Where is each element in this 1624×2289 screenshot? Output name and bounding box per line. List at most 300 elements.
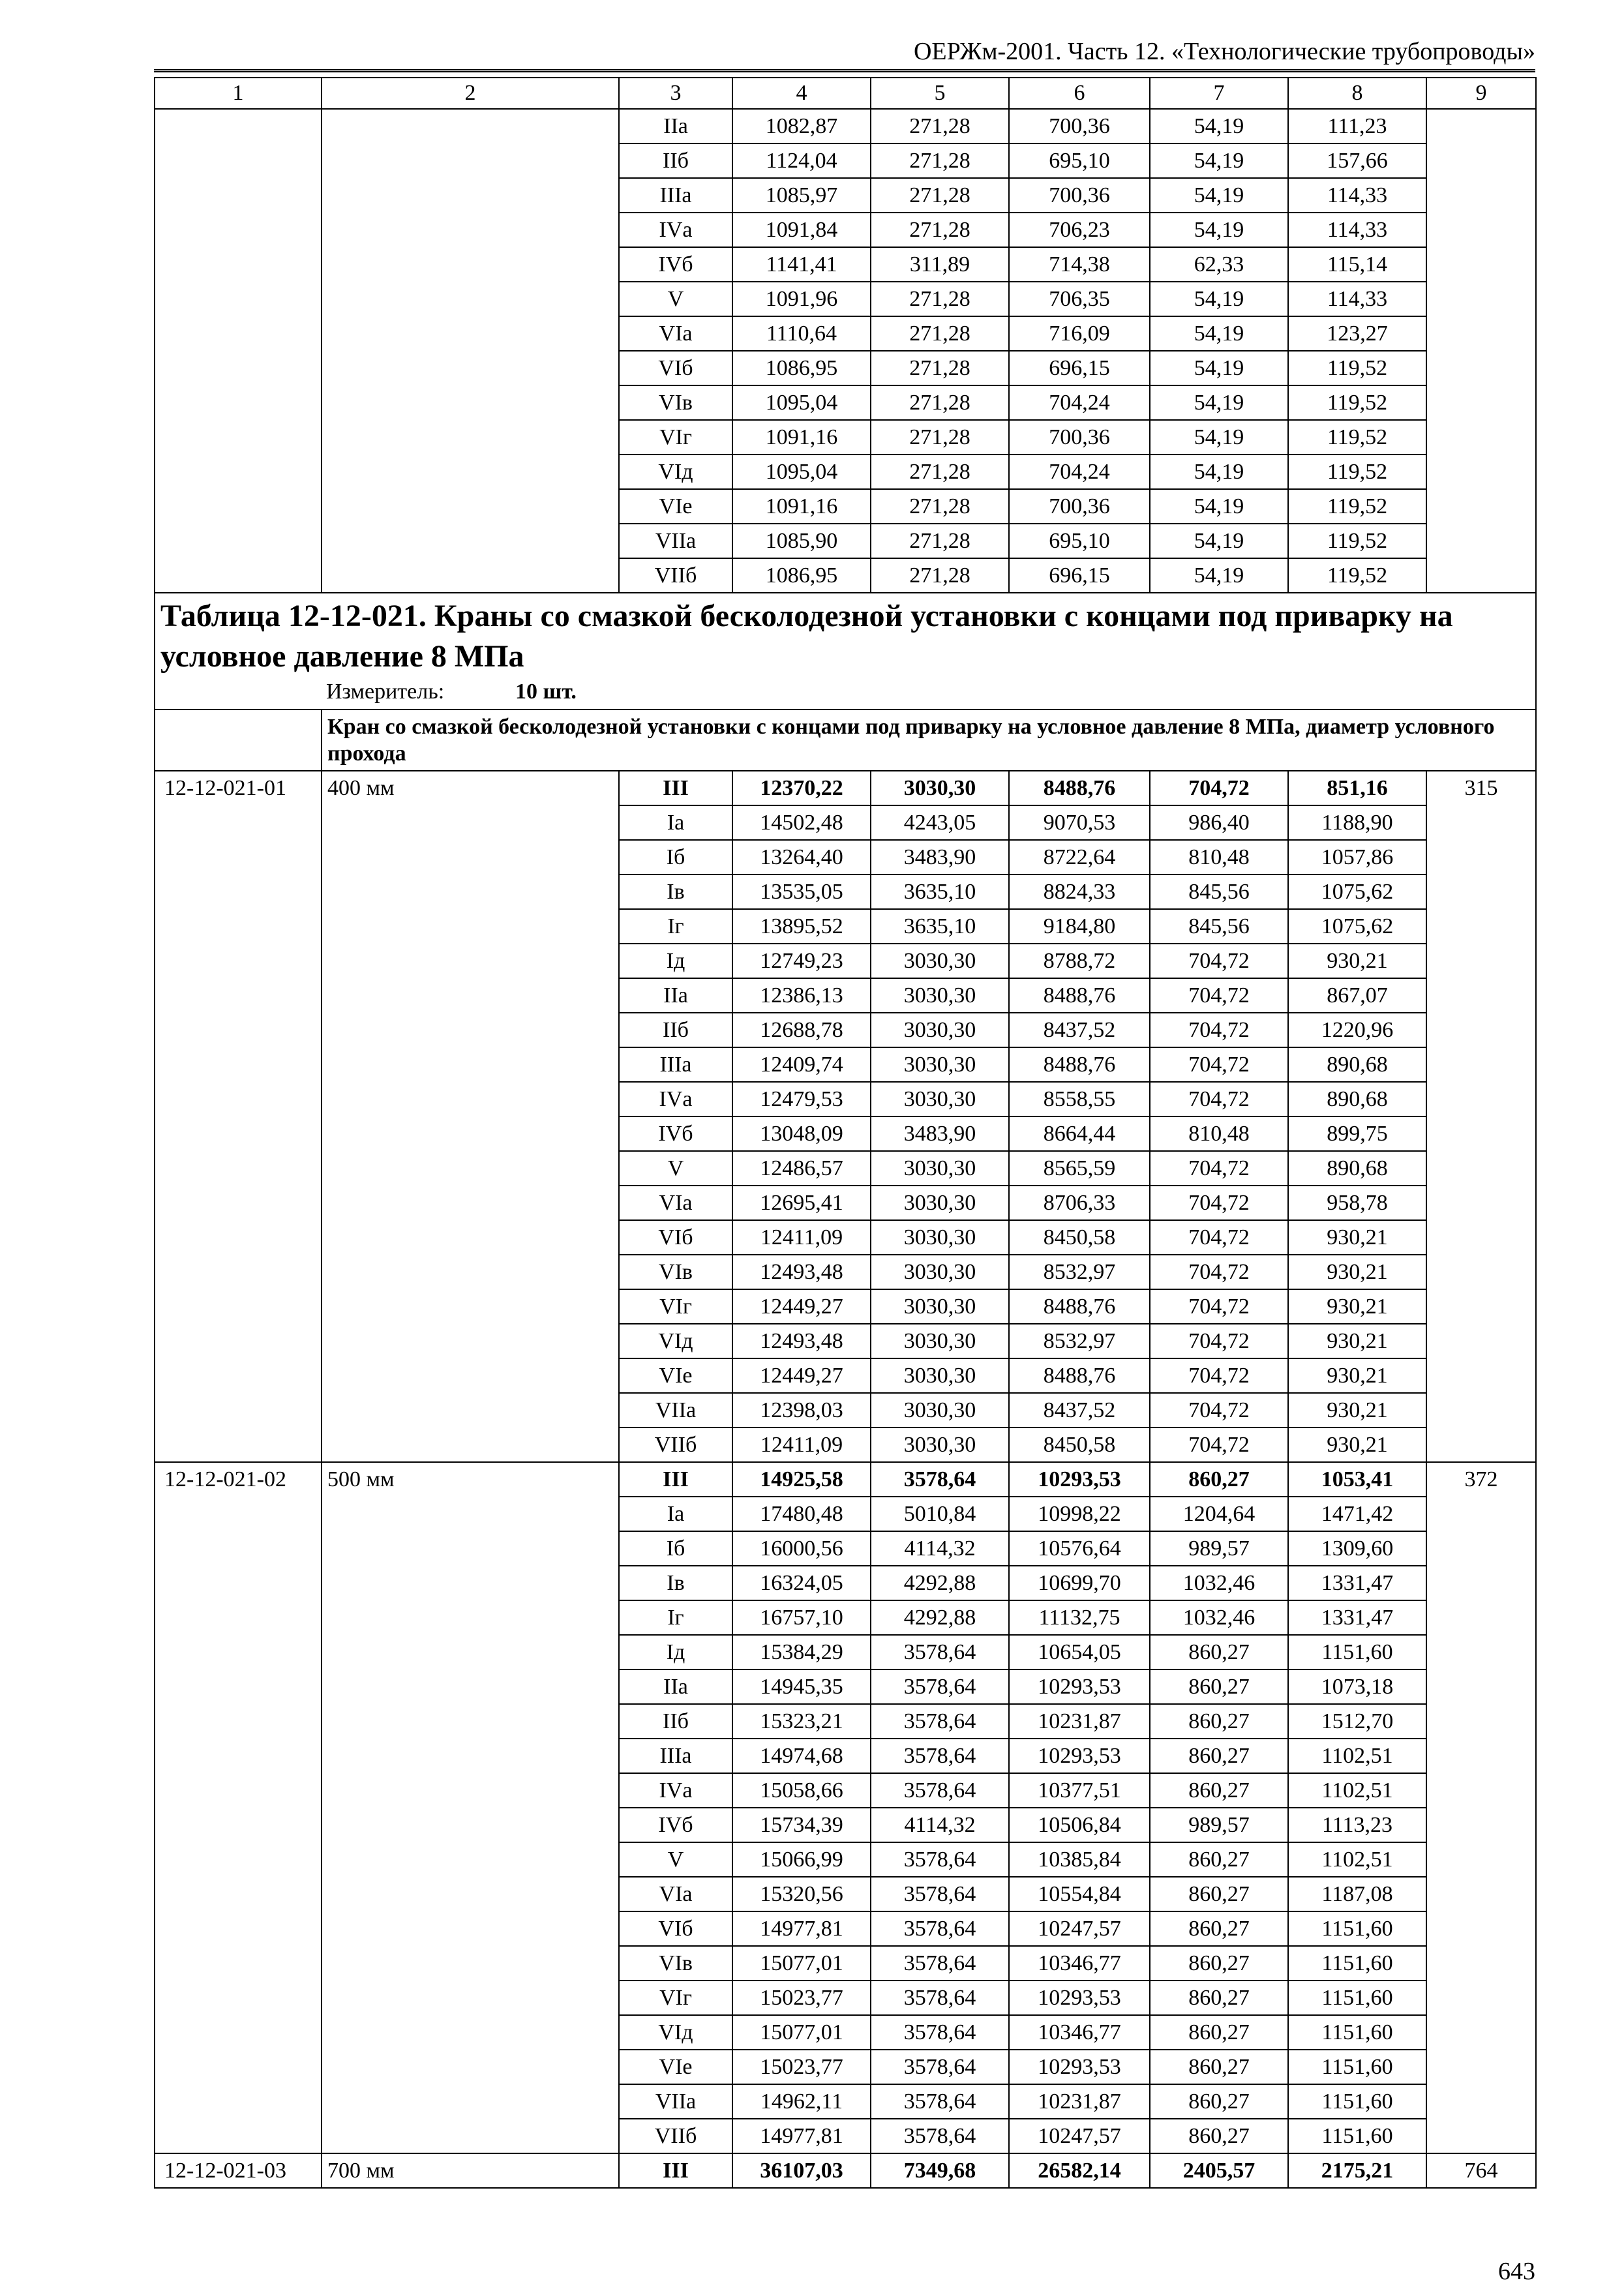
value-cell: 3483,90 (871, 1116, 1009, 1151)
value-cell: 1073,18 (1288, 1669, 1426, 1704)
zone-cell: VIб (619, 351, 732, 385)
value-cell: 14977,81 (732, 2119, 871, 2153)
value-cell: 14974,68 (732, 1739, 871, 1773)
value-cell: 114,33 (1288, 213, 1426, 247)
table-row (155, 282, 1536, 316)
value-cell: 930,21 (1288, 944, 1426, 978)
value-cell: 10231,87 (1009, 2084, 1150, 2119)
zone-cell: V (619, 1151, 732, 1186)
code-cell (155, 455, 322, 489)
table-row (155, 558, 1536, 593)
code-cell (155, 1531, 322, 1566)
last-cell (1426, 909, 1536, 944)
table-row (155, 1393, 1536, 1428)
code-cell (155, 247, 322, 282)
value-cell: 12479,53 (732, 1082, 871, 1116)
table-row (155, 1600, 1536, 1635)
param-cell (322, 2015, 619, 2050)
last-cell (1426, 2084, 1536, 2119)
table-row (155, 1324, 1536, 1358)
value-cell: 1091,16 (732, 420, 871, 455)
table-row (155, 875, 1536, 909)
value-cell: 14925,58 (732, 1462, 871, 1497)
last-cell (1426, 1877, 1536, 1911)
table-row-base (155, 2153, 1536, 2188)
value-cell: 119,52 (1288, 351, 1426, 385)
code-cell (155, 1151, 322, 1186)
table-row (155, 143, 1536, 178)
param-cell (322, 316, 619, 351)
table-row (155, 1358, 1536, 1393)
value-cell: 1086,95 (732, 558, 871, 593)
value-cell: 704,72 (1150, 978, 1288, 1013)
zone-cell: III (619, 771, 732, 805)
value-cell: 930,21 (1288, 1393, 1426, 1428)
value-cell: 3635,10 (871, 909, 1009, 944)
param-cell (322, 1566, 619, 1600)
code-cell (155, 1428, 322, 1462)
value-cell: 8722,64 (1009, 840, 1150, 875)
value-cell: 2175,21 (1288, 2153, 1426, 2188)
code-cell (155, 1186, 322, 1220)
zone-cell: Iд (619, 944, 732, 978)
value-cell: 696,15 (1009, 558, 1150, 593)
value-cell: 3578,64 (871, 1462, 1009, 1497)
zone-cell: IVа (619, 1082, 732, 1116)
zone-cell: Iб (619, 840, 732, 875)
value-cell: 845,56 (1150, 909, 1288, 944)
value-cell: 311,89 (871, 247, 1009, 282)
value-cell: 12688,78 (732, 1013, 871, 1047)
value-cell: 716,09 (1009, 316, 1150, 351)
zone-cell: Iа (619, 805, 732, 840)
table-row (155, 524, 1536, 558)
param-cell (322, 1220, 619, 1255)
value-cell: 3578,64 (871, 1842, 1009, 1877)
value-cell: 1204,64 (1150, 1497, 1288, 1531)
param-cell (322, 805, 619, 840)
table-row (155, 1635, 1536, 1669)
value-cell: 1151,60 (1288, 1946, 1426, 1981)
value-cell: 860,27 (1150, 2015, 1288, 2050)
value-cell: 11132,75 (1009, 1600, 1150, 1635)
value-cell: 3578,64 (871, 1981, 1009, 2015)
param-cell (322, 247, 619, 282)
value-cell: 119,52 (1288, 420, 1426, 455)
code-cell (155, 1082, 322, 1116)
zone-cell: VIIа (619, 1393, 732, 1428)
value-cell: 1091,16 (732, 489, 871, 524)
table-row (155, 1704, 1536, 1739)
code-cell (155, 143, 322, 178)
param-cell (322, 455, 619, 489)
last-cell (1426, 1151, 1536, 1186)
last-cell (1426, 420, 1536, 455)
last-cell (1426, 1566, 1536, 1600)
value-cell: 10293,53 (1009, 1462, 1150, 1497)
last-cell (1426, 1773, 1536, 1808)
zone-cell: V (619, 282, 732, 316)
description: Кран со смазкой бесколодезной установки с концами под приварку на условное давление 8 МПа, диаметр условного прохода (322, 710, 1536, 771)
value-cell: 930,21 (1288, 1324, 1426, 1358)
value-cell: 13895,52 (732, 909, 871, 944)
value-cell: 3030,30 (871, 944, 1009, 978)
value-cell: 890,68 (1288, 1047, 1426, 1082)
value-cell: 704,24 (1009, 455, 1150, 489)
zone-cell: VIа (619, 316, 732, 351)
zone-cell: VIIб (619, 2119, 732, 2153)
last-cell (1426, 1428, 1536, 1462)
table-row (155, 1566, 1536, 1600)
running-header: ОЕРЖм-2001. Часть 12. «Технологические трубопроводы» (913, 38, 1535, 65)
table-row-base (155, 1462, 1536, 1497)
code-cell: 12-12-021-03 (155, 2153, 322, 2188)
value-cell: 9184,80 (1009, 909, 1150, 944)
value-cell: 706,35 (1009, 282, 1150, 316)
zone-cell: IIа (619, 978, 732, 1013)
zone-cell: III (619, 1462, 732, 1497)
table-row (155, 1808, 1536, 1842)
last-cell (1426, 1911, 1536, 1946)
value-cell: 989,57 (1150, 1808, 1288, 1842)
value-cell: 1075,62 (1288, 909, 1426, 944)
value-cell: 704,72 (1150, 1393, 1288, 1428)
value-cell: 12449,27 (732, 1289, 871, 1324)
value-cell: 714,38 (1009, 247, 1150, 282)
table-row (155, 1531, 1536, 1566)
value-cell: 1085,97 (732, 178, 871, 213)
code-cell (155, 524, 322, 558)
table-row (155, 1497, 1536, 1531)
value-cell: 271,28 (871, 213, 1009, 247)
unit-value: 10 шт. (515, 679, 577, 704)
param-cell (322, 1013, 619, 1047)
code-cell (155, 1808, 322, 1842)
value-cell: 860,27 (1150, 1669, 1288, 1704)
table-row-base (155, 771, 1536, 805)
zone-cell: VIд (619, 455, 732, 489)
value-cell: 860,27 (1150, 1773, 1288, 1808)
code-cell (155, 978, 322, 1013)
value-cell: 704,72 (1150, 1047, 1288, 1082)
last-cell (1426, 840, 1536, 875)
last-cell (1426, 2015, 1536, 2050)
value-cell: 700,36 (1009, 109, 1150, 143)
value-cell: 54,19 (1150, 143, 1288, 178)
zone-cell: VIг (619, 1981, 732, 2015)
param-cell (322, 1842, 619, 1877)
param-cell (322, 1531, 619, 1566)
code-cell (155, 805, 322, 840)
value-cell: 1151,60 (1288, 1911, 1426, 1946)
value-cell: 8788,72 (1009, 944, 1150, 978)
value-cell: 10346,77 (1009, 2015, 1150, 2050)
value-cell: 119,52 (1288, 489, 1426, 524)
code-cell: 12-12-021-02 (155, 1462, 322, 1497)
table-row (155, 2084, 1536, 2119)
table-row (155, 840, 1536, 875)
value-cell: 15323,21 (732, 1704, 871, 1739)
value-cell: 119,52 (1288, 524, 1426, 558)
table-row (155, 1946, 1536, 1981)
param-cell (322, 282, 619, 316)
value-cell: 54,19 (1150, 316, 1288, 351)
code-cell (155, 489, 322, 524)
value-cell: 3030,30 (871, 1082, 1009, 1116)
value-cell: 695,10 (1009, 143, 1150, 178)
zone-cell: Iв (619, 875, 732, 909)
value-cell: 3578,64 (871, 2084, 1009, 2119)
value-cell: 15023,77 (732, 2050, 871, 2084)
value-cell: 1151,60 (1288, 1981, 1426, 2015)
value-cell: 13264,40 (732, 840, 871, 875)
value-cell: 10247,57 (1009, 1911, 1150, 1946)
value-cell: 115,14 (1288, 247, 1426, 282)
code-cell (155, 178, 322, 213)
value-cell: 1331,47 (1288, 1600, 1426, 1635)
code-cell (155, 2119, 322, 2153)
value-cell: 3578,64 (871, 1877, 1009, 1911)
last-cell (1426, 1013, 1536, 1047)
table-row (155, 1981, 1536, 2015)
zone-cell: VIг (619, 420, 732, 455)
value-cell: 271,28 (871, 524, 1009, 558)
last-cell (1426, 805, 1536, 840)
value-cell: 1188,90 (1288, 805, 1426, 840)
table-row (155, 1013, 1536, 1047)
code-cell (155, 1635, 322, 1669)
value-cell: 8664,44 (1009, 1116, 1150, 1151)
value-cell: 1141,41 (732, 247, 871, 282)
value-cell: 860,27 (1150, 1981, 1288, 2015)
value-cell: 8488,76 (1009, 978, 1150, 1013)
value-cell: 3578,64 (871, 2015, 1009, 2050)
value-cell: 114,33 (1288, 282, 1426, 316)
value-cell: 704,72 (1150, 1255, 1288, 1289)
table-row (155, 1877, 1536, 1911)
param-cell (322, 1358, 619, 1393)
value-cell: 3578,64 (871, 2119, 1009, 2153)
last-cell (1426, 385, 1536, 420)
table-row (155, 1911, 1536, 1946)
value-cell: 695,10 (1009, 524, 1150, 558)
value-cell: 271,28 (871, 109, 1009, 143)
code-cell (155, 1877, 322, 1911)
code-cell (155, 909, 322, 944)
param-cell (322, 1911, 619, 1946)
last-cell (1426, 109, 1536, 143)
code-cell (155, 1600, 322, 1635)
value-cell: 54,19 (1150, 489, 1288, 524)
value-cell: 860,27 (1150, 2119, 1288, 2153)
value-cell: 704,72 (1150, 1428, 1288, 1462)
last-cell (1426, 875, 1536, 909)
last-cell (1426, 1808, 1536, 1842)
param-cell (322, 1497, 619, 1531)
code-cell (155, 1739, 322, 1773)
value-cell: 696,15 (1009, 351, 1150, 385)
value-cell: 1151,60 (1288, 2015, 1426, 2050)
value-cell: 1113,23 (1288, 1808, 1426, 1842)
value-cell: 704,72 (1150, 1151, 1288, 1186)
last-cell (1426, 2119, 1536, 2153)
value-cell: 3578,64 (871, 1739, 1009, 1773)
code-cell (155, 109, 322, 143)
table-row (155, 1842, 1536, 1877)
value-cell: 15077,01 (732, 1946, 871, 1981)
last-cell (1426, 1047, 1536, 1082)
table-row (155, 178, 1536, 213)
value-cell: 704,72 (1150, 1220, 1288, 1255)
value-cell: 14502,48 (732, 805, 871, 840)
value-cell: 4114,32 (871, 1808, 1009, 1842)
value-cell: 1309,60 (1288, 1531, 1426, 1566)
param-cell (322, 1600, 619, 1635)
code-cell (155, 2050, 322, 2084)
last-cell (1426, 1186, 1536, 1220)
param-cell (322, 351, 619, 385)
value-cell: 119,52 (1288, 385, 1426, 420)
param-cell (322, 1116, 619, 1151)
param-cell (322, 2119, 619, 2153)
table-row (155, 2015, 1536, 2050)
param-cell (322, 1808, 619, 1842)
last-cell (1426, 1704, 1536, 1739)
zone-cell: VIе (619, 1358, 732, 1393)
table-row (155, 1289, 1536, 1324)
value-cell: 12398,03 (732, 1393, 871, 1428)
value-cell: 12409,74 (732, 1047, 871, 1082)
param-cell (322, 1151, 619, 1186)
value-cell: 119,52 (1288, 558, 1426, 593)
value-cell: 10231,87 (1009, 1704, 1150, 1739)
zone-cell: IIа (619, 109, 732, 143)
value-cell: 54,19 (1150, 385, 1288, 420)
last-cell (1426, 944, 1536, 978)
param-cell (322, 1393, 619, 1428)
value-cell: 14977,81 (732, 1911, 871, 1946)
unit-label: Измеритель: (326, 679, 445, 704)
value-cell: 899,75 (1288, 1116, 1426, 1151)
code-cell (155, 2084, 322, 2119)
table-row (155, 1669, 1536, 1704)
code-cell (155, 1669, 322, 1704)
table-row (155, 316, 1536, 351)
zone-cell: VIа (619, 1877, 732, 1911)
value-cell: 8488,76 (1009, 1047, 1150, 1082)
code-cell (155, 1047, 322, 1082)
last-cell (1426, 1600, 1536, 1635)
last-cell (1426, 1739, 1536, 1773)
value-cell: 860,27 (1150, 2050, 1288, 2084)
value-cell: 1102,51 (1288, 1842, 1426, 1877)
value-cell: 10293,53 (1009, 1669, 1150, 1704)
zone-cell: VIв (619, 385, 732, 420)
last-cell (1426, 489, 1536, 524)
code-cell (155, 1981, 322, 2015)
value-cell: 3635,10 (871, 875, 1009, 909)
table-row (155, 1186, 1536, 1220)
zone-cell: VIг (619, 1289, 732, 1324)
zone-cell: VIд (619, 1324, 732, 1358)
value-cell: 860,27 (1150, 1704, 1288, 1739)
value-cell: 271,28 (871, 143, 1009, 178)
value-cell: 4292,88 (871, 1600, 1009, 1635)
last-cell (1426, 1255, 1536, 1289)
value-cell: 10554,84 (1009, 1877, 1150, 1911)
code-cell (155, 213, 322, 247)
zone-cell: IIа (619, 1669, 732, 1704)
column-number: 5 (871, 78, 1009, 109)
value-cell: 1075,62 (1288, 875, 1426, 909)
last-cell: 372 (1426, 1462, 1536, 1497)
code-cell (155, 1842, 322, 1877)
last-cell (1426, 351, 1536, 385)
value-cell: 704,72 (1150, 1186, 1288, 1220)
column-number: 1 (155, 78, 322, 109)
description-row (155, 710, 1536, 771)
value-cell: 12749,23 (732, 944, 871, 978)
table-row (155, 247, 1536, 282)
param-cell: 400 мм (322, 771, 619, 805)
value-cell: 4114,32 (871, 1531, 1009, 1566)
table-row (155, 805, 1536, 840)
value-cell: 3030,30 (871, 1393, 1009, 1428)
zone-cell: Iб (619, 1531, 732, 1566)
table-row (155, 1151, 1536, 1186)
value-cell: 930,21 (1288, 1428, 1426, 1462)
param-cell (322, 178, 619, 213)
last-cell (1426, 1220, 1536, 1255)
value-cell: 10506,84 (1009, 1808, 1150, 1842)
zone-cell: VIе (619, 2050, 732, 2084)
column-number: 3 (619, 78, 732, 109)
page-number: 643 (1498, 2258, 1535, 2285)
value-cell: 17480,48 (732, 1497, 871, 1531)
value-cell: 5010,84 (871, 1497, 1009, 1531)
zone-cell: IIб (619, 1013, 732, 1047)
last-cell (1426, 1082, 1536, 1116)
table-row (155, 489, 1536, 524)
last-cell (1426, 1981, 1536, 2015)
param-cell (322, 109, 619, 143)
value-cell: 10654,05 (1009, 1635, 1150, 1669)
unit-row (155, 678, 1536, 710)
value-cell: 3030,30 (871, 1324, 1009, 1358)
value-cell: 8488,76 (1009, 771, 1150, 805)
value-cell: 15320,56 (732, 1877, 871, 1911)
param-cell (322, 1428, 619, 1462)
value-cell: 860,27 (1150, 1635, 1288, 1669)
last-cell (1426, 1289, 1536, 1324)
code-cell (155, 840, 322, 875)
value-cell: 54,19 (1150, 282, 1288, 316)
value-cell: 1053,41 (1288, 1462, 1426, 1497)
value-cell: 16324,05 (732, 1566, 871, 1600)
param-cell (322, 1186, 619, 1220)
value-cell: 3030,30 (871, 1255, 1009, 1289)
code-cell (155, 1497, 322, 1531)
value-cell: 15066,99 (732, 1842, 871, 1877)
zone-cell: VIIб (619, 558, 732, 593)
value-cell: 700,36 (1009, 489, 1150, 524)
param-cell (322, 2084, 619, 2119)
value-cell: 845,56 (1150, 875, 1288, 909)
value-cell: 4292,88 (871, 1566, 1009, 1600)
param-cell (322, 385, 619, 420)
value-cell: 271,28 (871, 282, 1009, 316)
table-row (155, 1047, 1536, 1082)
